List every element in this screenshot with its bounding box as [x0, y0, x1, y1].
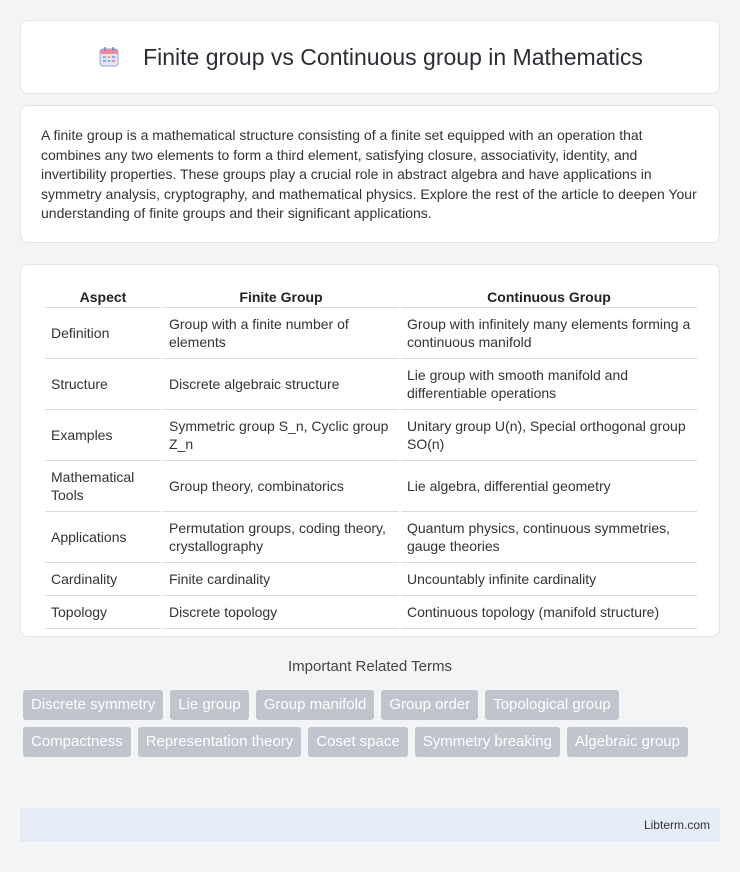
table-row	[45, 512, 697, 563]
table-cell-aspect: Examples	[45, 410, 161, 461]
related-term-tag[interactable]: Discrete symmetry	[23, 690, 163, 720]
table-cell-finite: Finite cardinality	[163, 563, 399, 596]
table-row	[45, 308, 697, 359]
table-row	[45, 359, 697, 410]
footer	[20, 808, 720, 842]
table-cell-aspect: Mathematical Tools	[45, 461, 161, 512]
related-terms-list	[23, 690, 723, 764]
page-title: Finite group vs Continuous group in Mathematics	[143, 43, 643, 70]
table-cell-continuous: Lie algebra, differential geometry	[401, 461, 697, 512]
related-term-tag[interactable]: Group manifold	[256, 690, 375, 720]
related-term-tag[interactable]: Representation theory	[138, 727, 302, 757]
table-cell-continuous: Lie group with smooth manifold and differentiable operations	[401, 359, 697, 410]
table-row	[45, 563, 697, 596]
table-cell-continuous: Uncountably infinite cardinality	[401, 563, 697, 596]
related-term-tag[interactable]: Algebraic group	[567, 727, 688, 757]
column-header-finite-group: Finite Group	[163, 285, 399, 308]
table-cell-aspect: Structure	[45, 359, 161, 410]
related-term-tag[interactable]: Compactness	[23, 727, 131, 757]
table-cell-aspect: Topology	[45, 596, 161, 629]
column-header-aspect: Aspect	[45, 285, 161, 308]
related-terms-title: Important Related Terms	[288, 658, 452, 675]
footer-brand-link[interactable]: Libterm.com	[643, 818, 710, 832]
related-term-tag[interactable]: Coset space	[308, 727, 407, 757]
table-cell-continuous: Unitary group U(n), Special orthogonal group SO(n)	[401, 410, 697, 461]
related-term-tag[interactable]: Topological group	[485, 690, 619, 720]
comparison-table-card	[20, 264, 720, 637]
table-cell-finite: Symmetric group S_n, Cyclic group Z_n	[163, 410, 399, 461]
table-cell-aspect: Cardinality	[45, 563, 161, 596]
calendar-icon	[97, 45, 121, 69]
related-term-tag[interactable]: Symmetry breaking	[415, 727, 560, 757]
table-header-row	[45, 285, 697, 308]
comparison-table	[43, 285, 699, 629]
table-cell-finite: Discrete algebraic structure	[163, 359, 399, 410]
table-row	[45, 596, 697, 629]
table-cell-finite: Group theory, combinatorics	[163, 461, 399, 512]
table-row	[45, 410, 697, 461]
header-card	[20, 20, 720, 94]
intro-paragraph: A finite group is a mathematical structure consisting of a finite set equipped with an operation that combines any two elements to form a third element, satisfying closure, associativity, identity, and invertibility properties. These groups play a crucial role in abstract algebra and have applications in symmetry analysis, cryptography, and mathematical physics. Explore the rest of the article to deepen Your understanding of finite groups and their significant applications.	[41, 127, 697, 222]
related-term-tag[interactable]: Group order	[381, 690, 478, 720]
table-cell-aspect: Applications	[45, 512, 161, 563]
table-cell-continuous: Quantum physics, continuous symmetries, gauge theories	[401, 512, 697, 563]
table-row	[45, 461, 697, 512]
table-cell-aspect: Definition	[45, 308, 161, 359]
table-cell-finite: Permutation groups, coding theory, crystallography	[163, 512, 399, 563]
related-term-tag[interactable]: Lie group	[170, 690, 249, 720]
table-cell-finite: Group with a finite number of elements	[163, 308, 399, 359]
intro-card	[20, 105, 720, 243]
table-cell-continuous: Continuous topology (manifold structure)	[401, 596, 697, 629]
table-cell-continuous: Group with infinitely many elements forming a continuous manifold	[401, 308, 697, 359]
column-header-continuous-group: Continuous Group	[401, 285, 697, 308]
table-cell-finite: Discrete topology	[163, 596, 399, 629]
